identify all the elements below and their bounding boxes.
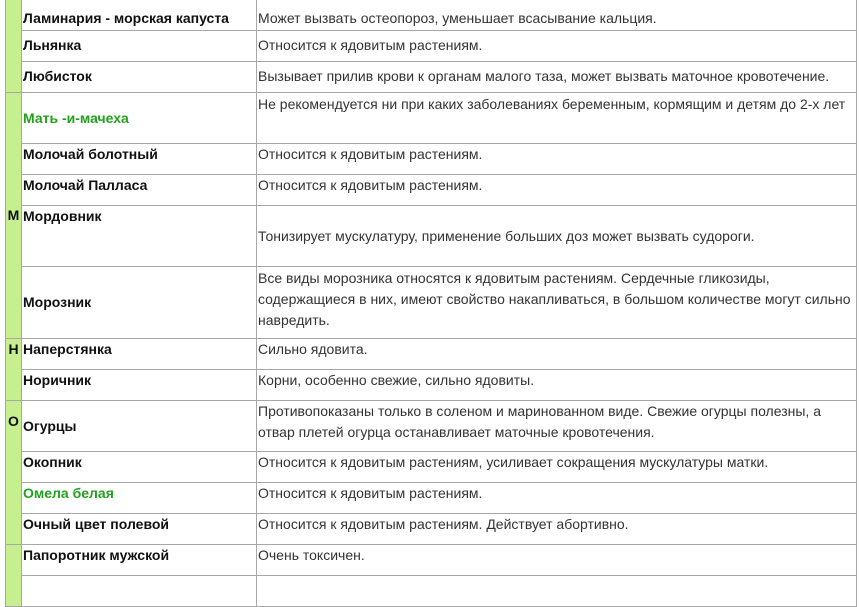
plant-name: Молочай Палласа: [22, 175, 257, 206]
table-row: [6, 576, 857, 607]
plant-description: Относится к ядовитым растениям.: [257, 31, 857, 62]
plants-table: [5, 0, 857, 607]
plant-description: [257, 576, 857, 607]
plant-description: Относится к ядовитым растениям, усиливает сокращения мускулатуры матки.: [257, 452, 857, 483]
group-letter: Н: [8, 341, 19, 357]
plant-name: Норичник: [22, 370, 257, 401]
table-row: [6, 31, 857, 62]
table-row: [6, 62, 857, 93]
plant-description: Относится к ядовитым растениям.: [257, 175, 857, 206]
plant-description: Тонизирует мускулатуру, применение больших доз может вызвать судороги.: [257, 206, 857, 267]
letter-cell-o: [6, 401, 22, 545]
letter-cell-l: [6, 0, 22, 93]
plant-name[interactable]: Омела белая: [22, 483, 257, 514]
table-row: [6, 452, 857, 483]
table-row: [6, 339, 857, 370]
plant-description: Относится к ядовитым растениям. Действует абортивно.: [257, 514, 857, 545]
plant-name: Окопник: [22, 452, 257, 483]
plant-name: Огурцы: [22, 401, 257, 452]
plant-description: Может вызвать остеопороз, уменьшает всасывание кальция.: [257, 0, 857, 31]
plant-description: Корни, особенно свежие, сильно ядовиты.: [257, 370, 857, 401]
plant-description: Все виды морозника относятся к ядовитым растениям. Сердечные гликозиды, содержащиеся в них, имеют свойство накапливаться, в большом количестве могут сильно навредить.: [257, 267, 857, 339]
plant-name: Любисток: [22, 62, 257, 93]
plant-name: Морозник: [22, 267, 257, 339]
plant-name[interactable]: Мать -и-мачеха: [22, 93, 257, 144]
plant-name: Ламинария - морская капуста: [22, 0, 257, 31]
table-row: [6, 175, 857, 206]
plant-description: Вызывает прилив крови к органам малого таза, может вызвать маточное кровотечение.: [257, 62, 857, 93]
plant-name: [22, 576, 257, 607]
plant-description: Относится к ядовитым растениям.: [257, 483, 857, 514]
table-row: [6, 514, 857, 545]
letter-cell-n: [6, 339, 22, 401]
plant-name: Очный цвет полевой: [22, 514, 257, 545]
table-row: [6, 93, 857, 144]
letter-cell-p: [6, 545, 22, 607]
table-row: [6, 267, 857, 339]
plant-description: Противопоказаны только в соленом и маринованном виде. Свежие огурцы полезны, а отвар плетей огурца останавливает маточные кровотечения.: [257, 401, 857, 452]
table-row: [6, 483, 857, 514]
table-row: [6, 144, 857, 175]
plant-description: Сильно ядовита.: [257, 339, 857, 370]
plant-description: Очень токсичен.: [257, 545, 857, 576]
table-row: [6, 545, 857, 576]
plant-name: Наперстянка: [22, 339, 257, 370]
plant-name: Льнянка: [22, 31, 257, 62]
plant-name: Папоротник мужской: [22, 545, 257, 576]
letter-cell-m: [6, 93, 22, 339]
plant-description: Не рекомендуется ни при каких заболеваниях беременным, кормящим и детям до 2-х лет: [257, 93, 857, 144]
table-row: [6, 0, 857, 31]
group-letter: О: [8, 413, 19, 429]
plant-description: Относится к ядовитым растениям.: [257, 144, 857, 175]
group-letter: М: [7, 207, 20, 223]
plant-name: Молочай болотный: [22, 144, 257, 175]
table-row: [6, 206, 857, 267]
table-row: [6, 401, 857, 452]
table-row: [6, 370, 857, 401]
plant-name: Мордовник: [22, 206, 257, 267]
